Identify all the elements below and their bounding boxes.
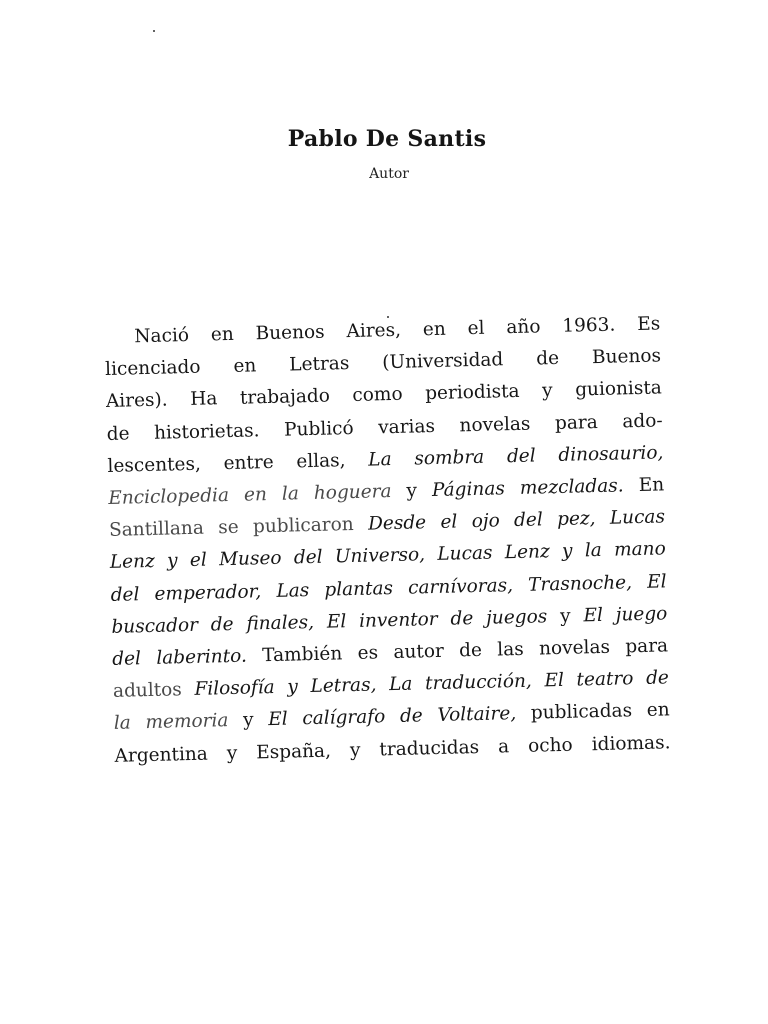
book-title: La sombra del dinosaurio,	[368, 442, 664, 471]
bio-text: Aires). Ha trabajado como periodista y guionista	[105, 377, 663, 413]
book-title: El calígrafo de Voltaire,	[268, 703, 517, 731]
dust-speck	[153, 30, 155, 32]
bio-text: adultos	[112, 679, 183, 703]
book-title: Páginas mezcladas.	[431, 475, 624, 502]
bio-text: Santillana se publicaron	[108, 514, 354, 542]
bio-text: y	[406, 480, 418, 502]
author-header	[0, 126, 768, 182]
author-role: Autor	[369, 166, 409, 182]
book-title: Enciclopedia en la hoguera	[108, 481, 392, 509]
book-title: El juego	[583, 603, 668, 627]
bio-text: En	[638, 474, 665, 496]
bio-text: y	[559, 605, 571, 627]
book-title: del emperador, Las plantas carnívoras, Trasnoche, El	[110, 570, 667, 606]
bio-text: lescentes, entre ellas,	[107, 449, 346, 477]
book-title: Desde el ojo del pez, Lucas	[367, 506, 666, 535]
book-title: la memoria	[113, 710, 229, 735]
book-title: Filosofía y Letras, La traducción, El teatro de	[194, 667, 670, 701]
bio-text: Argentina y España, y traducidas a ocho idiomas.	[114, 731, 671, 767]
bio-text: publicadas en	[530, 699, 670, 725]
book-title: buscador de finales, El inventor de juegos	[111, 606, 548, 638]
author-name: Pablo De Santis	[287, 126, 487, 152]
book-title: Lenz y el Museo del Universo, Lucas Lenz y la mano	[109, 538, 666, 574]
book-title: del laberinto.	[111, 645, 248, 670]
author-biography	[104, 308, 671, 772]
bio-text: licenciado en Letras (Universidad de Buenos	[104, 345, 662, 381]
bio-text: y	[242, 709, 254, 732]
bio-text: de historietas. Publicó varias novelas para ado-	[106, 409, 663, 445]
bio-text: También es autor de las novelas para	[261, 635, 669, 667]
bio-text: Nació en Buenos Aires, en el año 1963. Es	[134, 313, 661, 348]
